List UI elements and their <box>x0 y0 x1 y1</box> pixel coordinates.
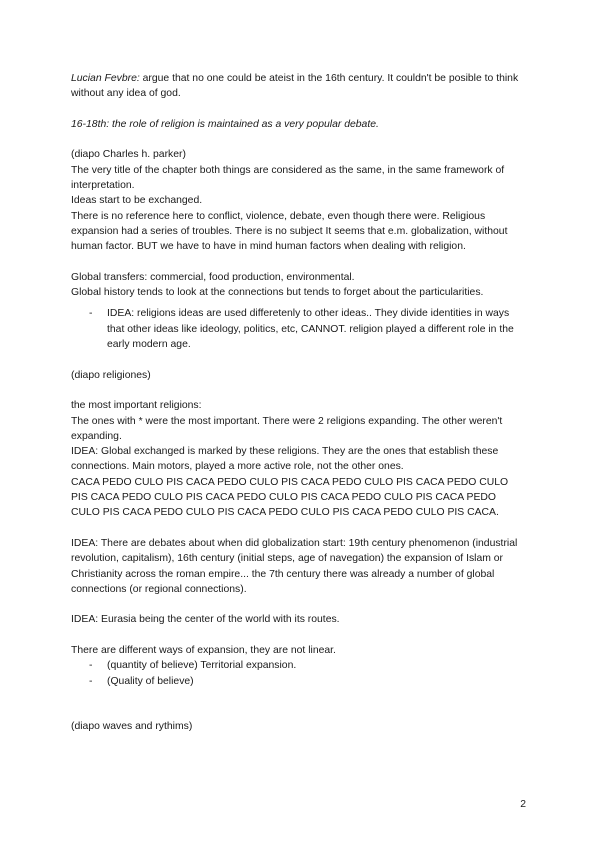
bullet-item <box>89 306 526 352</box>
paragraph-text: argue that no one could be ateist in the 16th century. It couldn't be posible to think without any idea of god. <box>71 73 519 100</box>
paragraph-line: The very title of the chapter both things are considered as the same, in the same framework of interpretation. <box>71 164 505 192</box>
bullet-text: IDEA: religions ideas are used differetenly to other ideas.. They divide identities in ways that other ideas like ideology, politics, etc, CANNOT. religion played a different role in the early modern age. <box>107 308 514 351</box>
bullet-text: (quantity of believe) Territorial expansion. <box>107 660 297 672</box>
paragraph-line: (diapo waves and rythims) <box>71 720 193 732</box>
bullet-dash: - <box>89 675 93 687</box>
paragraph-line: CACA PEDO CULO PIS CACA PEDO CULO PIS CACA PEDO CULO PIS CACA PEDO CULO PIS CACA PEDO CULO PIS CACA PEDO CULO PIS CACA PEDO CULO PIS CACA PEDO CULO PIS CACA PEDO CULO PIS CACA PEDO CULO PIS CACA PEDO CULO PIS CACA. <box>71 476 509 519</box>
paragraph-line: Global transfers: commercial, food production, environmental. <box>71 271 355 283</box>
paragraph-line: There is no reference here to conflict, violence, debate, even though there were. Religious expansion had a series of troubles. There is no subject It seems that e.m. globalization, without human factor. BUT we have to have in mind human factors when dealing with religion. <box>71 210 508 253</box>
bullet-text: (Quality of believe) <box>107 675 194 687</box>
paragraph-fevbre <box>71 71 526 102</box>
paragraph-line: (diapo Charles h. parker) <box>71 149 186 161</box>
bullet-dash: - <box>89 660 93 672</box>
paragraph-line: The ones with * were the most important. There were 2 religions expanding. The other weren't expanding. <box>71 415 503 442</box>
paragraph-line: There are different ways of expansion, they are not linear. <box>71 644 336 656</box>
page-number: 2 <box>520 799 526 810</box>
page-body <box>71 71 526 734</box>
paragraph-line: Ideas start to be exchanged. <box>71 195 203 207</box>
bullet-item <box>89 658 526 673</box>
author-name: Lucian Fevbre: <box>71 73 140 84</box>
paragraph-line: (diapo religiones) <box>71 369 151 381</box>
paragraph-line: Global history tends to look at the connections but tends to forget about the particularities. <box>71 287 484 299</box>
paragraph-line: IDEA: Eurasia being the center of the world with its routes. <box>71 614 340 626</box>
paragraph-line: the most important religions: <box>71 400 202 412</box>
bullet-dash: - <box>89 308 93 320</box>
paragraph-line: IDEA: Global exchanged is marked by these religions. They are the ones that establish these connections. Main motors, played a more active role, not the other ones. <box>71 446 499 473</box>
bullet-item <box>89 674 526 689</box>
paragraph-line: IDEA: There are debates about when did globalization start: 19th century phenomenon (industrial revolution, capitalism), 16th century (initial steps, age of navegation) the expansion of Islam or Christianity across the roman empire... the 7th century there was already a number of global connections (or regional connections). <box>71 537 518 595</box>
italic-heading: 16-18th: the role of religion is maintained as a very popular debate. <box>71 118 379 130</box>
